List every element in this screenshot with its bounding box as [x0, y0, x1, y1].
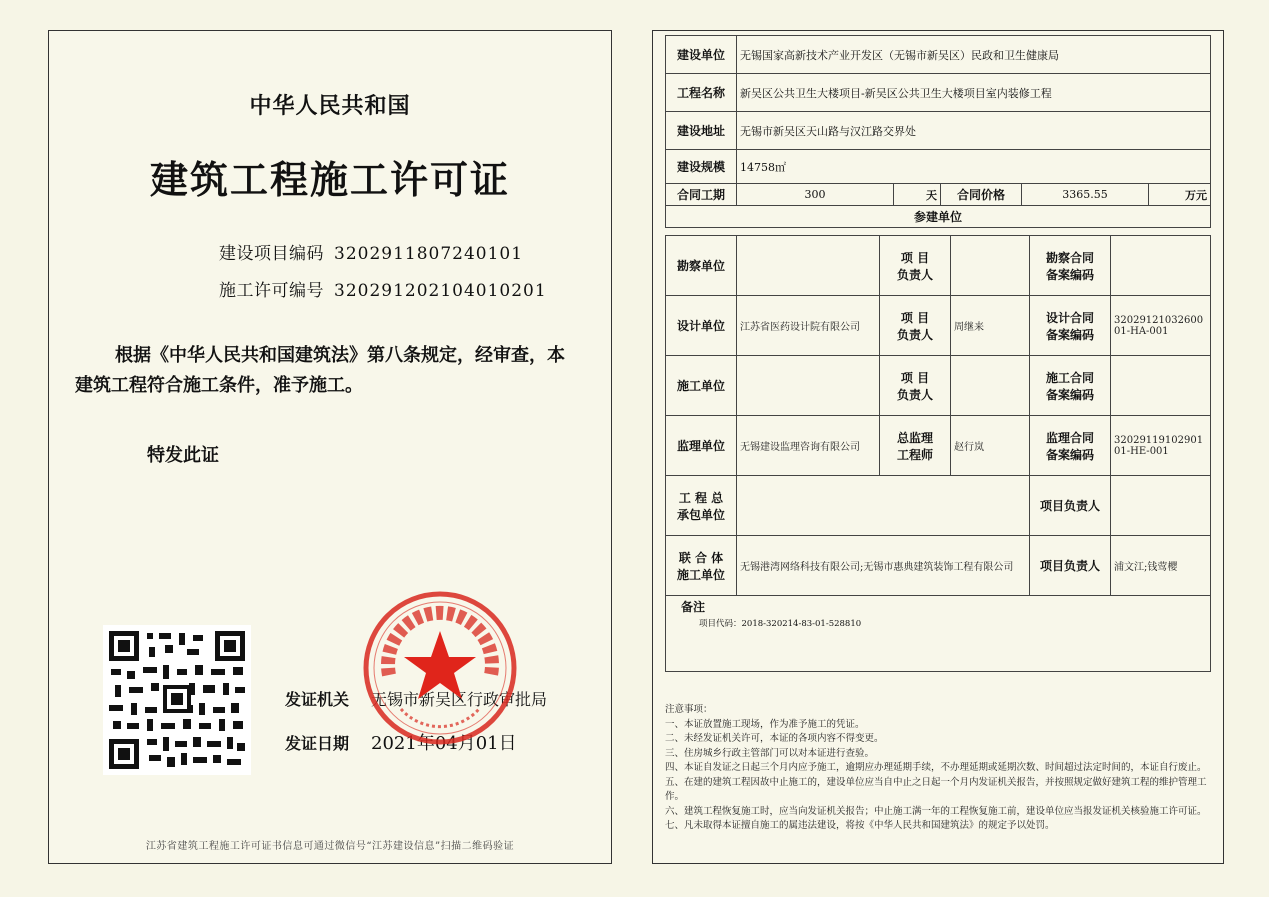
supervision-label: 监理单位: [666, 416, 737, 476]
project-name-label: 工程名称: [666, 74, 737, 112]
notice-list: [665, 703, 1211, 834]
design-label: 设计单位: [666, 296, 737, 356]
notice-heading: 注意事项：: [665, 704, 713, 715]
approval-statement: 根据《中华人民共和国建筑法》第八条规定，经审查，本建筑工程符合施工条件，准予施工。: [75, 345, 565, 396]
remarks-value: 项目代码：2018-320214-83-01-528810: [699, 619, 862, 629]
project-code-row: [219, 239, 523, 264]
period-label: 合同工期: [666, 184, 737, 206]
permit-number-label: 施工许可编号: [219, 281, 324, 301]
general-lead-label: 项目负责人: [1030, 476, 1111, 536]
scale-value: 14758㎡: [737, 150, 1211, 184]
notice-item: 七、凡未取得本证擅自施工的属违法建设，将按《中华人民共和国建筑法》的规定予以处罚。: [665, 820, 1055, 831]
survey-lead-label: 项 目 负责人: [880, 236, 951, 296]
construction-row: [666, 356, 1211, 416]
design-contract-value: 3202912103260001-HA-001: [1111, 296, 1211, 356]
price-unit: 万元: [1149, 184, 1211, 206]
certificate-back: [652, 30, 1224, 864]
design-row: [666, 296, 1211, 356]
survey-row: [666, 236, 1211, 296]
official-seal: [361, 589, 519, 747]
notice-item: 三、住房城乡行政主管部门可以对本证进行查验。: [665, 747, 875, 759]
project-name-row: [666, 74, 1211, 112]
joint-lead-value: 浦文江;钱莺樱: [1111, 536, 1211, 596]
permit-number-value: 320291202104010201: [334, 281, 547, 301]
design-contract-label: 设计合同 备案编码: [1030, 296, 1111, 356]
period-price-row: [666, 184, 1211, 206]
remarks-row: [666, 596, 1211, 672]
price-value: 3365.55: [1022, 184, 1149, 206]
participants-header-row: [666, 206, 1211, 228]
construction-label: 施工单位: [666, 356, 737, 416]
period-unit: 天: [894, 184, 941, 206]
design-lead-label: 项 目 负责人: [880, 296, 951, 356]
remarks-label: 备注: [681, 600, 706, 614]
supervision-lead-value: 赵行岚: [951, 416, 1030, 476]
qr-code[interactable]: [103, 625, 251, 775]
notice-item: 六、建筑工程恢复施工时，应当向发证机关报告；中止施工满一年的工程恢复施工前，建设单位应当报发证机关核验施工许可证。: [665, 805, 1207, 817]
project-name-value: 新吴区公共卫生大楼项目-新吴区公共卫生大楼项目室内装修工程: [737, 74, 1211, 112]
scale-row: [666, 150, 1211, 184]
scale-label: 建设规模: [666, 150, 737, 184]
project-info-table: [665, 35, 1211, 228]
supervision-value: 无锡建设监理咨询有限公司: [737, 416, 880, 476]
supervision-contract-value: 3202911910290101-HE-001: [1111, 416, 1211, 476]
design-lead-value: 周继来: [951, 296, 1030, 356]
address-label: 建设地址: [666, 112, 737, 150]
issue-date-value: 2021年04月01日: [371, 733, 517, 754]
period-value: 300: [737, 184, 894, 206]
certificate-front: [48, 30, 612, 864]
general-contractor-value: [737, 476, 1030, 536]
survey-contract-label: 勘察合同 备案编码: [1030, 236, 1111, 296]
construction-lead-value: [951, 356, 1030, 416]
project-code-label: 建设项目编码: [219, 244, 324, 264]
joint-venture-label: 联 合 体 施工单位: [666, 536, 737, 596]
general-lead-value: [1111, 476, 1211, 536]
remarks-cell: [666, 596, 1211, 672]
project-code-value: 3202911807240101: [334, 244, 524, 264]
qr-code-icon: [103, 625, 251, 775]
general-contractor-label: 工 程 总 承包单位: [666, 476, 737, 536]
notice-item: 四、本证自发证之日起三个月内应予施工，逾期应办理延期手续，不办理延期或延期次数、时间超过法定时间的，本证自行废止。: [665, 762, 1207, 773]
construction-lead-label: 项 目 负责人: [880, 356, 951, 416]
verification-footer: 江苏省建筑工程施工许可证书信息可通过微信号“江苏建设信息”扫描二维码验证: [145, 841, 515, 852]
joint-venture-value: 无锡港湾网络科技有限公司;无锡市惠典建筑装饰工程有限公司: [737, 536, 1030, 596]
notice-item: 五、在建的建筑工程因故中止施工的，建设单位应当自中止之日起一个月内发证机关报告，并按照规定做好建筑工程的维护管理工作。: [665, 776, 1207, 802]
certificate-title: 建筑工程施工许可证: [149, 157, 510, 202]
design-value: 江苏省医药设计院有限公司: [737, 296, 880, 356]
joint-lead-label: 项目负责人: [1030, 536, 1111, 596]
special-issue-text: 特发此证: [147, 445, 219, 466]
address-value: 无锡市新吴区天山路与汉江路交界处: [737, 112, 1211, 150]
survey-contract-value: [1111, 236, 1211, 296]
country-heading: 中华人民共和国: [249, 93, 411, 119]
construction-contract-label: 施工合同 备案编码: [1030, 356, 1111, 416]
red-seal-icon: [361, 589, 519, 747]
builder-label: 建设单位: [666, 36, 737, 74]
permit-number-row: [219, 276, 547, 301]
builder-value: 无锡国家高新技术产业开发区（无锡市新吴区）民政和卫生健康局: [737, 36, 1211, 74]
participants-table: [665, 235, 1211, 672]
notice-item: 二、未经发证机关许可，本证的各项内容不得变更。: [665, 733, 884, 744]
general-contractor-row: [666, 476, 1211, 536]
issuer-label: 发证机关: [285, 690, 350, 709]
price-label: 合同价格: [941, 184, 1022, 206]
survey-lead-value: [951, 236, 1030, 296]
joint-venture-row: [666, 536, 1211, 596]
construction-value: [737, 356, 880, 416]
supervision-row: [666, 416, 1211, 476]
supervision-contract-label: 监理合同 备案编码: [1030, 416, 1111, 476]
supervision-lead-label: 总监理 工程师: [880, 416, 951, 476]
notice-item: 一、本证放置施工现场，作为准予施工的凭证。: [665, 718, 865, 730]
issue-date-label: 发证日期: [285, 734, 350, 753]
participants-heading: 参建单位: [666, 206, 1211, 228]
address-row: [666, 112, 1211, 150]
survey-label: 勘察单位: [666, 236, 737, 296]
issuer-value: 无锡市新吴区行政审批局: [371, 690, 548, 709]
survey-value: [737, 236, 880, 296]
construction-contract-value: [1111, 356, 1211, 416]
builder-row: [666, 36, 1211, 74]
